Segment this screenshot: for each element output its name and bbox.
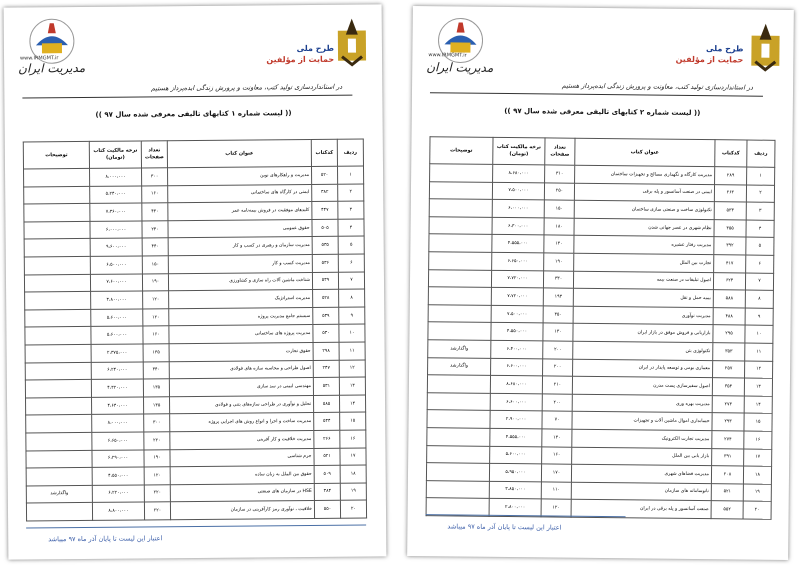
price-cell: ۸،۶۸۰،۰۰۰ [493, 164, 545, 182]
note-cell [24, 186, 90, 204]
book-title-cell: HSE در سازمان های صنعتی [170, 483, 314, 502]
row-number-cell: ۱۶ [744, 431, 772, 449]
column-header: ردیف [337, 139, 363, 166]
column-header: عنوان کتاب [575, 138, 715, 166]
row-number-cell: ۱۴ [744, 396, 772, 414]
book-title-cell: خلاقیت ، نوآوری رمز کارآفرینی در سازمان [170, 501, 314, 520]
row-number-cell: ۱۵ [340, 412, 366, 430]
page-count-cell: ۱۲۰ [144, 467, 170, 485]
page-count-cell: ۴۴۰ [142, 238, 168, 256]
row-number-cell: ۱۹ [340, 483, 366, 501]
page-count-cell: ۱۹۰ [144, 449, 170, 467]
row-number-cell: ۱۱ [339, 342, 365, 360]
page-count-cell: ۲۰۰ [543, 358, 573, 376]
table-header-row [430, 137, 775, 168]
publisher-name: مدیریت ایران [18, 60, 86, 76]
book-code-cell: ۲۹۸ [313, 342, 339, 360]
book-title-cell: شناخت ماشین آلات راه سازی و کشاورزی [168, 272, 312, 291]
book-title-cell: مدیریت کارگاه و نگهداری مصالح و تجهیزات ساختمان [575, 165, 715, 184]
book-code-cell: ۲۰۸ [711, 466, 743, 484]
price-cell: ۳،۸۰۰،۰۰۰ [91, 291, 143, 309]
book-title-cell: مهندسی ایمنی در سد سازی [169, 378, 313, 397]
book-title-cell: کلیدهای موفقیت در فروش بیمه‌نامه عمر [168, 202, 312, 221]
column-header: تعداد صفحات [141, 141, 167, 168]
page-count-cell: ۱۲۰ [143, 291, 169, 309]
book-title-cell: تکنولوژی بتن [573, 341, 713, 360]
note-cell [26, 397, 92, 415]
book-code-cell: ۶۲۴ [713, 272, 745, 290]
book-code-cell: ۲۶۲ [714, 184, 746, 202]
note-cell [428, 304, 491, 322]
book-code-cell: ۲۹۳ [712, 413, 744, 431]
price-cell: ۴،۵۵۵،۰۰۰ [492, 235, 544, 253]
column-header: عنوان کتاب [167, 139, 311, 167]
column-header: کدکتاب [311, 139, 337, 166]
row-number-cell: ۱۷ [340, 448, 366, 466]
row-number-cell: ۱۰ [339, 324, 365, 342]
price-cell: ۶،۲۲۰،۰۰۰ [92, 485, 144, 503]
book-title-cell: بازار یابی بین الملل [572, 447, 712, 466]
book-title-cell: معماری بومی و توسعه پایدار در ایران [573, 359, 713, 378]
book-code-cell: ۵۵۲ [711, 501, 743, 519]
price-cell: ۶،۰۰۰،۰۰۰ [90, 221, 142, 239]
book-code-cell: ۵۳۴ [314, 413, 340, 431]
note-cell [430, 164, 493, 182]
book-title-cell: مدیریت رفتار عشیره [574, 236, 714, 255]
page-count-cell: ۳۰۰ [144, 414, 170, 432]
note-cell [428, 322, 491, 340]
price-cell: ۴،۶۴۰،۰۰۰ [92, 397, 144, 415]
note-cell [24, 204, 90, 222]
book-code-cell: ۳۸۲ [312, 184, 338, 202]
row-number-cell: ۱۸ [340, 465, 366, 483]
price-cell: ۶،۶۰۰،۰۰۰ [490, 393, 542, 411]
book-title-cell: تحلیل و نوآوری در طراحی سازه‌های بتنی و فولادی [169, 395, 313, 414]
page-count-cell: ۱۹۰ [142, 273, 168, 291]
price-cell: ۸،۰۰۰،۰۰۰ [90, 168, 142, 186]
list-title: (( لیست شماره ۱ کتابهای تالیفی معرفی شده سال ۹۷ )) [95, 109, 292, 119]
book-title-cell: بازاریابی و فروش موفق در بازار ایران [573, 324, 713, 343]
book-code-cell: ۵۵۰ [314, 501, 340, 519]
note-cell [26, 503, 92, 521]
row-number-cell: ۵ [746, 237, 774, 255]
column-header: توضیحات [23, 141, 89, 169]
brand-text: طرح ملی حمایت از مؤلفین [266, 43, 335, 65]
note-cell [429, 234, 492, 252]
note-cell: واگذارشد [26, 485, 92, 503]
row-number-cell: ۱۲ [745, 361, 773, 379]
book-title-cell: مدیریت تجارت الکترونیک [572, 429, 712, 448]
price-cell: ۷،۳۶۰،۰۰۰ [90, 203, 142, 221]
table-header-row [23, 139, 363, 169]
book-code-cell: ۵۳۳ [714, 202, 746, 220]
book-title-cell: اصول تبلیغات در صنعت بیمه [573, 271, 713, 290]
book-title-cell: مدیریت پروژه های ساختمانی [169, 325, 313, 344]
book-code-cell: ۵۸۵ [313, 395, 339, 413]
note-cell [25, 292, 91, 310]
list-title: (( لیست شماره ۲ کتابهای تالیفی معرفی شده سال ۹۷ )) [504, 106, 701, 118]
note-cell [426, 463, 489, 481]
page-count-cell: ۱۷۰ [541, 464, 571, 482]
validity-note: اعتبار این لیست تا پایان آذر ماه ۹۷ میباشد [447, 522, 562, 532]
page-count-cell: ۱۲۰ [541, 499, 571, 517]
page-count-cell: ۱۶۰ [542, 446, 572, 464]
book-code-cell: ۵۸۸ [713, 290, 745, 308]
row-number-cell: ۶ [746, 255, 774, 273]
page-count-cell: ۳۳۰ [543, 270, 573, 288]
price-cell: ۲،۸۰۰،۰۰۰ [489, 499, 541, 517]
row-number-cell: ۱ [747, 167, 775, 185]
page-count-cell: ۳۰۰ [142, 168, 168, 186]
price-cell: ۶،۶۵۰،۰۰۰ [492, 252, 544, 270]
book-list-table [23, 139, 367, 522]
note-cell: واگذارشد [428, 340, 491, 358]
price-cell: ۷،۵۰۰،۰۰۰ [492, 182, 544, 200]
page-count-cell: ۱۳۵ [143, 344, 169, 362]
note-cell [428, 287, 491, 305]
price-cell: ۶،۴۰۰،۰۰۰ [491, 340, 543, 358]
row-number-cell: ۱۳ [744, 378, 772, 396]
price-cell: ۷،۵۰۰،۰۰۰ [491, 305, 543, 323]
price-cell: ۷،۷۲۰،۰۰۰ [491, 270, 543, 288]
row-number-cell: ۱۱ [745, 343, 773, 361]
book-title-cell: اصول طراحی و محاسبه سازه های فولادی [169, 360, 313, 379]
page-count-cell: ۱۹۰ [544, 253, 574, 271]
note-cell [429, 199, 492, 217]
row-number-cell: ۲۰ [340, 500, 366, 518]
column-header: کدکتاب [715, 140, 747, 167]
row-number-cell: ۹ [745, 308, 773, 326]
document-page-list-2 [407, 6, 794, 560]
book-code-cell: ۳۹۲ [714, 237, 746, 255]
header-divider [22, 95, 352, 99]
price-cell: ۲،۹۰۰،۰۰۰ [490, 411, 542, 429]
price-cell: ۲،۳۷۵،۰۰۰ [91, 344, 143, 362]
price-cell: ۶،۵۰۰،۰۰۰ [90, 256, 142, 274]
column-header: ترخه مالکیت کتاب (تومان) [89, 141, 141, 168]
page-count-cell: ۴۳۰ [142, 203, 168, 221]
book-code-cell: ۳۸۴ [314, 483, 340, 501]
book-code-cell: ۳۵۳ [713, 343, 745, 361]
book-code-cell: ۵۳۰ [313, 325, 339, 343]
column-header: توضیحات [430, 137, 493, 165]
note-cell [24, 221, 90, 239]
book-code-cell: ۲۷۴ [712, 431, 744, 449]
page-count-cell: ۱۶۰ [142, 185, 168, 203]
row-number-cell: ۱۳ [339, 377, 365, 395]
row-number-cell: ۱۶ [340, 430, 366, 448]
column-header: ردیف [747, 140, 775, 167]
price-cell: ۵،۲۴۰،۰۰۰ [90, 186, 142, 204]
row-number-cell: ۳ [746, 202, 774, 220]
price-cell: ۶،۲۴۰،۰۰۰ [91, 361, 143, 379]
book-code-cell: ۲۷۳ [712, 395, 744, 413]
book-code-cell: ۵۲۱ [314, 448, 340, 466]
row-number-cell: ۳ [338, 201, 364, 219]
column-header: ترخه مالکیت کتاب (تومان) [493, 137, 545, 165]
footer-divider [26, 525, 366, 529]
brand-text: طرح ملی حمایت از مؤلفین [675, 44, 744, 65]
price-cell: ۸،۰۰۰،۰۰۰ [92, 414, 144, 432]
book-title-cell: مدیریت بهره وری [572, 394, 712, 413]
book-title-cell: بیمه حمل و نقل [573, 288, 713, 307]
row-number-cell: ۷ [745, 273, 773, 291]
price-cell: ۶،۰۰۰،۰۰۰ [492, 200, 544, 218]
site-url: www.IRMGMT.ir [428, 52, 467, 59]
page-count-cell: ۱۳۰ [543, 323, 573, 341]
book-code-cell: ۵۳۶ [312, 254, 338, 272]
note-cell [25, 344, 91, 362]
book-code-cell: ۵۰۵ [312, 219, 338, 237]
book-title-cell: نظام شهری در عصر جهانی شدن [574, 218, 714, 237]
page-count-cell: ۱۲۰ [143, 308, 169, 326]
publisher-name: مدیریت ایران [426, 60, 494, 75]
price-cell: ۸،۶۸۰،۰۰۰ [490, 375, 542, 393]
note-cell [427, 410, 490, 428]
note-cell [429, 216, 492, 234]
book-title-cell: حقوق عمومی [168, 219, 312, 238]
site-url: www.IRMGMT.ir [20, 55, 59, 62]
price-cell: ۶،۶۵۰،۰۰۰ [92, 432, 144, 450]
note-cell [426, 480, 489, 498]
book-code-cell: ۵۳۹ [312, 272, 338, 290]
price-cell: ۶،۳۰۰،۰۰۰ [492, 217, 544, 235]
note-cell [26, 467, 92, 485]
row-number-cell: ۲ [338, 184, 364, 202]
page-count-cell: ۲۰۰ [543, 341, 573, 359]
page-count-cell: ۱۳۰ [544, 235, 574, 253]
note-cell [25, 380, 91, 398]
row-number-cell: ۱۷ [744, 449, 772, 467]
row-number-cell: ۸ [339, 289, 365, 307]
price-cell: ۴،۵۵۰،۰۰۰ [92, 467, 144, 485]
book-title-cell: مدیریت ساخت و اجرا و انواع روش های اجرایی پروژه [170, 413, 314, 432]
row-number-cell: ۲۰ [743, 501, 771, 519]
book-title-cell: مدیریت خلاقیت و کار آفرینی [170, 430, 314, 449]
page-count-cell: ۲۰۰ [542, 394, 572, 412]
note-cell [25, 309, 91, 327]
note-cell [25, 362, 91, 380]
slogan: در استانداردسازی تولید کتب، معاونت و پرورش زندگی ایده‌پرداز هستیم [150, 82, 343, 93]
book-title-cell: صنعت آسانسور و پله برقی در ایران [571, 499, 711, 518]
note-cell [427, 445, 490, 463]
book-title-cell: حقوق بین الملل به زبان ساده [170, 466, 314, 485]
note-cell [24, 256, 90, 274]
book-title-cell: مدیریت سازمان و رهبری در کسب و کار [168, 237, 312, 256]
price-cell: ۶،۲۹۰،۰۰۰ [92, 449, 144, 467]
book-title-cell: جرم شناسی [170, 448, 314, 467]
book-title-cell: اصول سفیرسازی پست مدرن [572, 376, 712, 395]
book-code-cell: ۲۶۶ [314, 430, 340, 448]
price-cell: ۵،۶۰۰،۰۰۰ [91, 309, 143, 327]
book-code-cell: ۲۸۹ [715, 167, 747, 185]
price-cell: ۵،۶۰۰،۰۰۰ [91, 326, 143, 344]
page-count-cell: ۳۴۰ [143, 361, 169, 379]
page-count-cell: ۲۲۰ [144, 484, 170, 502]
price-cell: ۴،۵۵۵،۰۰۰ [490, 428, 542, 446]
table-row [26, 500, 366, 521]
note-cell [24, 274, 90, 292]
book-code-cell: ۵۳۵ [312, 237, 338, 255]
page-count-cell: ۳۱۰ [545, 165, 575, 183]
book-title-cell: حقوق تجارت [169, 342, 313, 361]
note-cell [26, 415, 92, 433]
note-cell [24, 239, 90, 257]
price-cell: ۳،۸۵۰،۰۰۰ [489, 481, 541, 499]
note-cell [429, 252, 492, 270]
page-count-cell: ۱۸۰ [544, 218, 574, 236]
book-code-cell: ۳۵۵ [714, 219, 746, 237]
note-cell [427, 375, 490, 393]
book-code-cell: ۵۰۹ [314, 465, 340, 483]
row-number-cell: ۱۸ [743, 466, 771, 484]
book-code-cell: ۵۲۸ [313, 289, 339, 307]
book-title-cell: نانوسامانه های سازمان [571, 482, 711, 501]
page-count-cell: ۱۳۵ [143, 396, 169, 414]
row-number-cell: ۱ [337, 166, 363, 184]
book-title-cell: مدیریت استراتژیک [169, 290, 313, 309]
page-count-cell: ۱۹۳ [543, 288, 573, 306]
note-cell [427, 392, 490, 410]
page-count-cell: ۱۳۰ [542, 429, 572, 447]
price-cell: ۶،۶۰۰،۰۰۰ [491, 358, 543, 376]
validity-note: اعتبار این لیست تا پایان آذر ماه ۹۷ میباشد [48, 534, 163, 544]
header-divider [430, 92, 763, 96]
row-number-cell: ۶ [338, 254, 364, 272]
price-cell: ۸،۸۰۰،۰۰۰ [92, 502, 144, 520]
book-title-cell: مدیریت کسب و کار [168, 254, 312, 273]
price-cell: ۵،۹۵۰،۰۰۰ [489, 463, 541, 481]
book-title-cell: حسابداری اموال ماشین آلات و تجهیزات [572, 412, 712, 431]
page-count-cell: ۷۰ [542, 411, 572, 429]
price-cell: ۷،۷۲۰،۰۰۰ [491, 288, 543, 306]
book-title-cell: سیستم جامع مدیریت پروژه [169, 307, 313, 326]
book-code-cell: ۵۳۹ [313, 307, 339, 325]
book-title-cell: مدیریت فضاهای شهری [571, 464, 711, 483]
page-count-cell: ۳۵۰ [543, 306, 573, 324]
price-cell: ۴،۵۵۰،۰۰۰ [491, 323, 543, 341]
note-cell [26, 450, 92, 468]
book-title-cell: مدیریت و راهکارهای نوین [168, 166, 312, 185]
page-count-cell: ۱۱۰ [541, 482, 571, 500]
page-count-cell: ۲۲۰ [144, 502, 170, 520]
price-cell: ۷،۶۰۰،۰۰۰ [90, 274, 142, 292]
book-title-cell: ایمنی در صنعت آسانسور و پله برقی [574, 183, 714, 202]
price-cell: ۴،۳۲۰،۰۰۰ [91, 379, 143, 397]
book-title-cell: تجارت بین الملل [574, 253, 714, 272]
book-code-cell: ۴۴۷ [312, 201, 338, 219]
note-cell [24, 168, 90, 186]
book-code-cell: ۴۱۷ [714, 255, 746, 273]
note-cell [429, 181, 492, 199]
book-code-cell: ۳۵۴ [712, 378, 744, 396]
page-count-cell: ۱۶۰ [143, 326, 169, 344]
page-count-cell: ۲۴۰ [142, 221, 168, 239]
note-cell: واگذارشد [428, 357, 491, 375]
book-code-cell: ۳۹۱ [712, 448, 744, 466]
book-title-cell: مدیریت نوآوری [573, 306, 713, 325]
book-code-cell: ۵۲۰ [311, 166, 337, 184]
slogan: در استانداردسازی تولید کتب، معاونت و پرورش زندگی ایده‌پرداز هستیم [561, 81, 754, 92]
note-cell [428, 269, 491, 287]
document-page-list-1 [4, 4, 387, 559]
row-number-cell: ۱۹ [743, 484, 771, 502]
row-number-cell: ۸ [745, 290, 773, 308]
row-number-cell: ۱۰ [745, 325, 773, 343]
page-count-cell: ۱۵۰ [142, 256, 168, 274]
book-code-cell: ۵۳۱ [313, 377, 339, 395]
book-code-cell: ۲۵۷ [713, 360, 745, 378]
row-number-cell: ۹ [339, 307, 365, 325]
book-code-cell: ۲۹۵ [713, 325, 745, 343]
page-count-cell: ۲۱۰ [542, 376, 572, 394]
page-count-cell: ۱۵۰ [544, 200, 574, 218]
book-code-cell: ۲۴۷ [313, 360, 339, 378]
row-number-cell: ۴ [338, 219, 364, 237]
row-number-cell: ۴ [746, 220, 774, 238]
note-cell [26, 432, 92, 450]
row-number-cell: ۱۴ [339, 395, 365, 413]
column-header: تعداد صفحات [545, 138, 575, 165]
row-number-cell: ۱۵ [744, 413, 772, 431]
book-code-cell: ۴۸۸ [713, 307, 745, 325]
row-number-cell: ۲ [746, 185, 774, 203]
book-title-cell: ایمنی در کارگاه های ساختمانی [168, 184, 312, 203]
price-cell: ۵،۶۰۰،۰۰۰ [490, 446, 542, 464]
note-cell [427, 428, 490, 446]
row-number-cell: ۵ [338, 236, 364, 254]
book-code-cell: ۵۲۱ [711, 483, 743, 501]
note-cell [25, 327, 91, 345]
row-number-cell: ۱۲ [339, 360, 365, 378]
row-number-cell: ۷ [338, 272, 364, 290]
book-title-cell: تکنولوژی ساخت و صنعتی سازی ساختمان [574, 200, 714, 219]
price-cell: ۹،۶۰۰،۰۰۰ [90, 238, 142, 256]
page-count-cell: ۲۲۰ [144, 432, 170, 450]
page-count-cell: ۲۵۰ [544, 183, 574, 201]
page-count-cell: ۱۳۵ [143, 379, 169, 397]
book-list-table [426, 136, 776, 519]
